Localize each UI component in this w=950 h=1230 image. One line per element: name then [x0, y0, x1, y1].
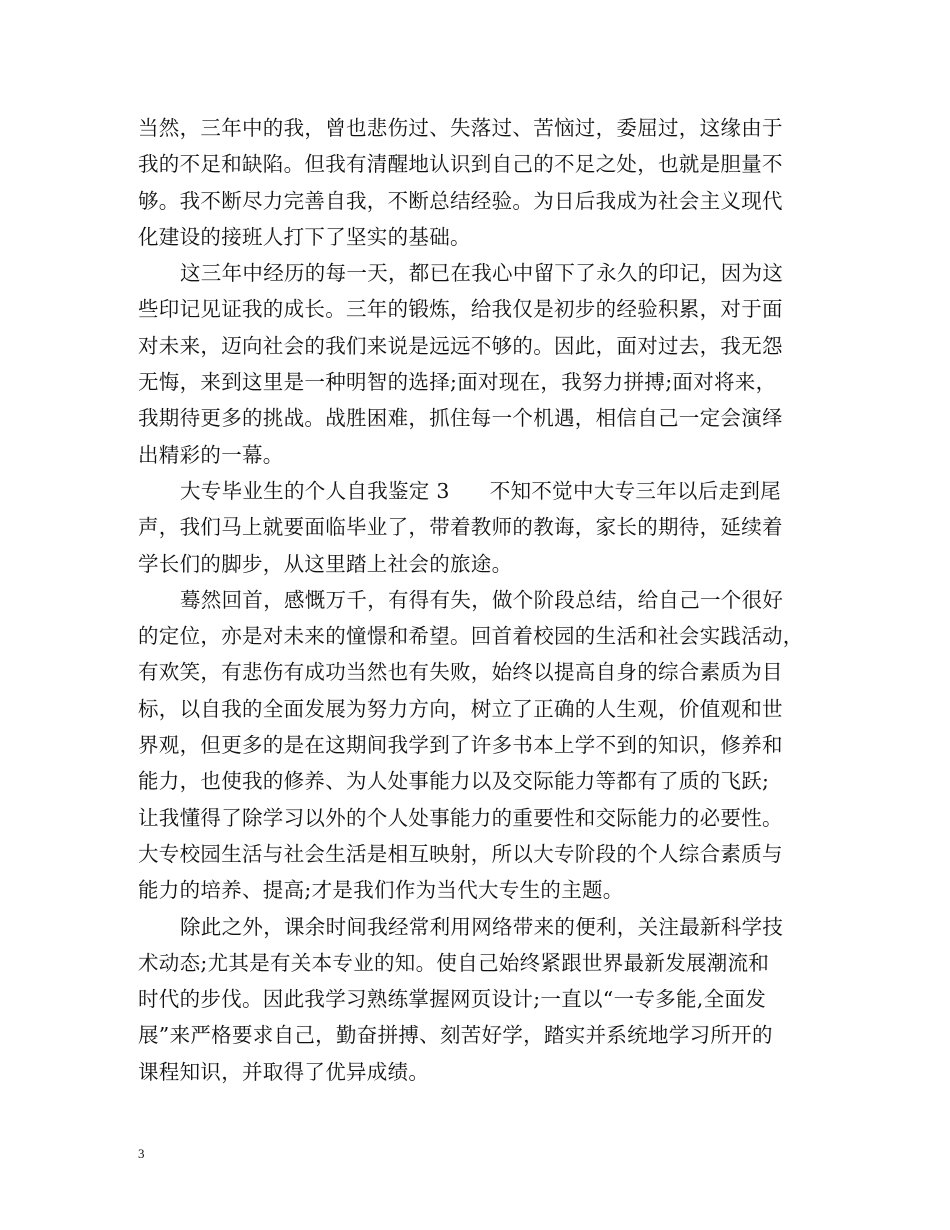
section-heading-line: [138, 473, 818, 509]
text-line: 声，我们马上就要面临毕业了，带着教师的教诲，家长的期待，延续着: [138, 515, 783, 540]
text-line: 些印记见证我的成长。三年的锻炼，给我仅是初步的经验积累，对于面: [138, 297, 783, 322]
text-line: 够。我不断尽力完善自我，不断总结经验。为日后我成为社会主义现代: [138, 188, 783, 213]
page-number: 3: [138, 1146, 145, 1161]
text-line: 的定位，亦是对未来的憧憬和希望。回首着校园的生活和社会实践活动，: [138, 624, 804, 649]
text-line: 我期待更多的挑战。战胜困难，抓住每一个机遇，相信自己一定会演绎: [138, 406, 783, 431]
text-line: 时代的步伐。因此我学习熟练掌握网页设计;一直以“一专多能,全面发: [138, 987, 767, 1012]
text-line: 大专校园生活与社会生活是相互映射，所以大专阶段的个人综合素质与: [138, 841, 783, 866]
text-line: 我的不足和缺陷。但我有清醒地认识到自己的不足之处，也就是胆量不: [138, 152, 783, 177]
text-line: 界观，但更多的是在这期间我学到了许多书本上学不到的知识，修养和: [138, 733, 783, 758]
text-line: 课程知识，并取得了优异成绩。: [138, 1059, 430, 1084]
paragraph-start-line: 蓦然回首，感慨万千，有得有失，做个阶段总结，给自己一个很好: [180, 587, 784, 612]
text-line: 对未来，迈向社会的我们来说是远远不够的。因此，面对过去，我无怨: [138, 333, 783, 358]
text-line: 标，以自我的全面发展为努力方向，树立了正确的人生观，价值观和世: [138, 696, 783, 721]
text-line: 展”来严格要求自己，勤奋拼搏、刻苦好学，踏实并系统地学习所开的: [138, 1023, 773, 1048]
section-first-text: 不知不觉中大专三年以后走到尾: [489, 478, 781, 503]
text-line: 能力，也使我的修养、为人处事能力以及交际能力等都有了质的飞跃;: [138, 769, 770, 794]
text-line: 当然，三年中的我，曾也悲伤过、失落过、苦恼过，委屈过，这缘由于: [138, 116, 783, 140]
text-line: 出精彩的一幕。: [138, 442, 284, 467]
text-line: 化建设的接班人打下了坚实的基础。: [138, 224, 471, 249]
paragraph-start-line: 这三年中经历的每一天，都已在我心中留下了永久的印记，因为这: [180, 261, 784, 286]
text-line: 能力的培养、提高;才是我们作为当代大专生的主题。: [138, 878, 624, 903]
text-line: 有欢笑，有悲伤有成功当然也有失败，始终以提高自身的综合素质为目: [138, 660, 783, 685]
text-line: 学长们的脚步，从这里踏上社会的旅途。: [138, 551, 513, 576]
paragraph-start-line: 除此之外，课余时间我经常利用网络带来的便利，关注最新科学技: [180, 914, 784, 939]
text-line: 无悔，来到这里是一种明智的选择;面对现在，我努力拼搏;面对将来，: [138, 370, 777, 395]
document-body: [138, 110, 818, 1090]
text-line: 让我懂得了除学习以外的个人处事能力的重要性和交际能力的必要性。: [138, 805, 783, 830]
text-line: 术动态;尤其是有关本专业的知。使自己始终紧跟世界最新发展潮流和: [138, 950, 770, 975]
section-heading: 大专毕业生的个人自我鉴定 3: [180, 478, 450, 503]
